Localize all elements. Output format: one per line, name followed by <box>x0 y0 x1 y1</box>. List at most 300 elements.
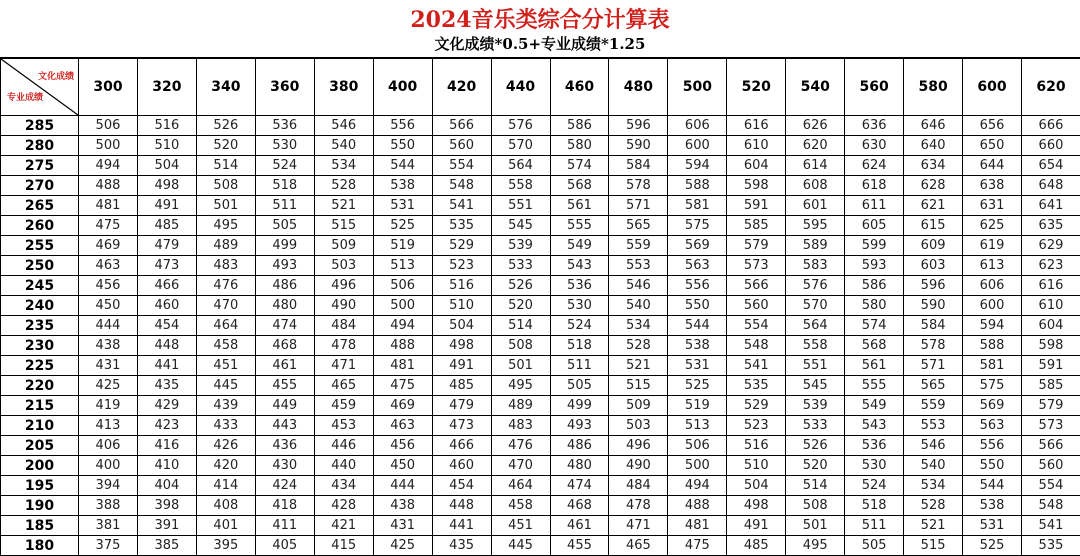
composite-score-cell: 455 <box>550 536 609 556</box>
composite-score-cell: 611 <box>845 196 904 216</box>
composite-score-cell: 606 <box>963 276 1022 296</box>
composite-score-cell: 516 <box>727 436 786 456</box>
composite-score-cell: 618 <box>845 176 904 196</box>
composite-score-cell: 540 <box>314 136 373 156</box>
composite-score-cell: 570 <box>491 136 550 156</box>
table-row <box>1 416 1080 436</box>
culture-score-header: 320 <box>137 59 196 116</box>
culture-score-header: 440 <box>491 59 550 116</box>
table-row <box>1 136 1080 156</box>
composite-score-cell: 518 <box>845 496 904 516</box>
composite-score-cell: 546 <box>904 436 963 456</box>
composite-score-cell: 468 <box>550 496 609 516</box>
formula-subtitle: 文化成绩*0.5+专业成绩*1.25 <box>0 34 1080 54</box>
composite-score-cell: 475 <box>373 376 432 396</box>
composite-score-cell: 535 <box>432 216 491 236</box>
composite-score-cell: 498 <box>432 336 491 356</box>
composite-score-cell: 465 <box>609 536 668 556</box>
composite-score-cell: 524 <box>255 156 314 176</box>
composite-score-cell: 400 <box>79 456 138 476</box>
composite-score-cell: 410 <box>137 456 196 476</box>
composite-score-cell: 596 <box>609 116 668 136</box>
composite-score-cell: 513 <box>373 256 432 276</box>
composite-score-cell: 524 <box>550 316 609 336</box>
composite-score-cell: 534 <box>609 316 668 336</box>
composite-score-cell: 506 <box>79 116 138 136</box>
composite-score-cell: 449 <box>255 396 314 416</box>
composite-score-cell: 548 <box>432 176 491 196</box>
composite-score-cell: 420 <box>196 456 255 476</box>
composite-score-cell: 485 <box>137 216 196 236</box>
composite-score-cell: 458 <box>196 336 255 356</box>
composite-score-cell: 558 <box>491 176 550 196</box>
composite-score-cell: 574 <box>550 156 609 176</box>
culture-score-header: 400 <box>373 59 432 116</box>
composite-score-cell: 608 <box>786 176 845 196</box>
composite-score-cell: 511 <box>550 356 609 376</box>
composite-score-cell: 431 <box>373 516 432 536</box>
composite-score-cell: 626 <box>786 116 845 136</box>
composite-score-cell: 540 <box>609 296 668 316</box>
composite-score-cell: 565 <box>904 376 963 396</box>
composite-score-cell: 385 <box>137 536 196 556</box>
composite-score-cell: 535 <box>1022 536 1080 556</box>
composite-score-cell: 581 <box>963 356 1022 376</box>
composite-score-cell: 418 <box>255 496 314 516</box>
composite-score-cell: 534 <box>904 476 963 496</box>
composite-score-cell: 459 <box>314 396 373 416</box>
composite-score-cell: 398 <box>137 496 196 516</box>
composite-score-cell: 503 <box>609 416 668 436</box>
composite-score-cell: 458 <box>491 496 550 516</box>
page-title: 2024音乐类综合分计算表 <box>0 0 1080 34</box>
composite-score-cell: 566 <box>727 276 786 296</box>
composite-score-cell: 636 <box>845 116 904 136</box>
composite-score-cell: 496 <box>609 436 668 456</box>
culture-score-label: 文化成绩 <box>38 69 74 82</box>
composite-score-cell: 486 <box>255 276 314 296</box>
composite-score-cell: 530 <box>550 296 609 316</box>
composite-score-cell: 598 <box>1022 336 1080 356</box>
composite-score-cell: 588 <box>963 336 1022 356</box>
composite-score-cell: 578 <box>609 176 668 196</box>
composite-score-cell: 544 <box>963 476 1022 496</box>
composite-score-cell: 498 <box>137 176 196 196</box>
composite-score-cell: 435 <box>432 536 491 556</box>
composite-score-cell: 415 <box>314 536 373 556</box>
composite-score-cell: 511 <box>845 516 904 536</box>
composite-score-cell: 599 <box>845 236 904 256</box>
composite-score-cell: 524 <box>845 476 904 496</box>
composite-score-cell: 551 <box>786 356 845 376</box>
composite-score-cell: 465 <box>314 376 373 396</box>
composite-score-cell: 491 <box>432 356 491 376</box>
composite-score-cell: 553 <box>609 256 668 276</box>
composite-score-cell: 546 <box>609 276 668 296</box>
composite-score-cell: 525 <box>668 376 727 396</box>
composite-score-cell: 573 <box>1022 416 1080 436</box>
composite-score-cell: 478 <box>609 496 668 516</box>
composite-score-cell: 481 <box>668 516 727 536</box>
composite-score-cell: 473 <box>432 416 491 436</box>
composite-score-cell: 539 <box>491 236 550 256</box>
composite-score-cell: 470 <box>196 296 255 316</box>
composite-score-cell: 440 <box>314 456 373 476</box>
composite-score-cell: 473 <box>137 256 196 276</box>
composite-score-cell: 443 <box>255 416 314 436</box>
composite-score-cell: 480 <box>255 296 314 316</box>
composite-score-cell: 550 <box>963 456 1022 476</box>
composite-score-cell: 521 <box>609 356 668 376</box>
composite-score-cell: 654 <box>1022 156 1080 176</box>
composite-score-cell: 478 <box>314 336 373 356</box>
composite-score-cell: 461 <box>255 356 314 376</box>
composite-score-cell: 471 <box>609 516 668 536</box>
composite-score-cell: 581 <box>668 196 727 216</box>
composite-score-cell: 456 <box>373 436 432 456</box>
composite-score-cell: 531 <box>668 356 727 376</box>
major-score-cell: 240 <box>1 296 79 316</box>
composite-score-cell: 448 <box>432 496 491 516</box>
composite-score-cell: 620 <box>786 136 845 156</box>
composite-score-cell: 554 <box>432 156 491 176</box>
composite-score-cell: 571 <box>904 356 963 376</box>
composite-score-cell: 584 <box>904 316 963 336</box>
composite-score-cell: 506 <box>668 436 727 456</box>
composite-score-cell: 471 <box>314 356 373 376</box>
composite-score-cell: 631 <box>963 196 1022 216</box>
composite-score-cell: 604 <box>1022 316 1080 336</box>
composite-score-cell: 520 <box>491 296 550 316</box>
composite-score-cell: 534 <box>314 156 373 176</box>
composite-score-cell: 576 <box>491 116 550 136</box>
composite-score-cell: 621 <box>904 196 963 216</box>
composite-score-cell: 528 <box>609 336 668 356</box>
composite-score-cell: 564 <box>786 316 845 336</box>
culture-score-header: 420 <box>432 59 491 116</box>
composite-score-cell: 606 <box>668 116 727 136</box>
composite-score-cell: 540 <box>904 456 963 476</box>
table-row <box>1 496 1080 516</box>
composite-score-cell: 571 <box>609 196 668 216</box>
composite-score-cell: 593 <box>845 256 904 276</box>
composite-score-cell: 461 <box>550 516 609 536</box>
composite-score-cell: 640 <box>904 136 963 156</box>
composite-score-cell: 490 <box>314 296 373 316</box>
major-score-cell: 205 <box>1 436 79 456</box>
composite-score-cell: 544 <box>668 316 727 336</box>
composite-score-cell: 569 <box>668 236 727 256</box>
composite-score-cell: 563 <box>963 416 1022 436</box>
table-row <box>1 196 1080 216</box>
composite-score-cell: 493 <box>255 256 314 276</box>
table-row <box>1 156 1080 176</box>
composite-score-cell: 601 <box>786 196 845 216</box>
table-row <box>1 396 1080 416</box>
composite-score-cell: 533 <box>786 416 845 436</box>
composite-score-cell: 469 <box>373 396 432 416</box>
title-block <box>0 0 1080 58</box>
culture-score-header: 620 <box>1022 59 1080 116</box>
composite-score-cell: 586 <box>550 116 609 136</box>
composite-score-cell: 600 <box>668 136 727 156</box>
composite-score-cell: 596 <box>904 276 963 296</box>
composite-score-cell: 505 <box>845 536 904 556</box>
culture-score-header: 500 <box>668 59 727 116</box>
culture-score-header: 360 <box>255 59 314 116</box>
composite-score-cell: 430 <box>255 456 314 476</box>
diagonal-divider <box>1 59 78 115</box>
composite-score-cell: 520 <box>196 136 255 156</box>
composite-score-cell: 416 <box>137 436 196 456</box>
composite-score-cell: 548 <box>1022 496 1080 516</box>
composite-score-cell: 625 <box>963 216 1022 236</box>
composite-score-cell: 510 <box>727 456 786 476</box>
composite-score-cell: 510 <box>432 296 491 316</box>
culture-score-header: 460 <box>550 59 609 116</box>
major-score-cell: 210 <box>1 416 79 436</box>
composite-score-cell: 435 <box>137 376 196 396</box>
table-row <box>1 376 1080 396</box>
major-score-cell: 235 <box>1 316 79 336</box>
composite-score-cell: 629 <box>1022 236 1080 256</box>
composite-score-cell: 536 <box>845 436 904 456</box>
composite-score-cell: 509 <box>314 236 373 256</box>
composite-score-cell: 594 <box>668 156 727 176</box>
composite-score-cell: 590 <box>609 136 668 156</box>
composite-score-cell: 543 <box>845 416 904 436</box>
major-score-cell: 195 <box>1 476 79 496</box>
composite-score-cell: 484 <box>609 476 668 496</box>
composite-score-cell: 579 <box>1022 396 1080 416</box>
composite-score-cell: 569 <box>963 396 1022 416</box>
composite-score-cell: 406 <box>79 436 138 456</box>
composite-score-cell: 591 <box>727 196 786 216</box>
composite-score-cell: 541 <box>1022 516 1080 536</box>
composite-score-cell: 444 <box>373 476 432 496</box>
composite-score-cell: 388 <box>79 496 138 516</box>
table-row <box>1 316 1080 336</box>
composite-score-cell: 545 <box>491 216 550 236</box>
composite-score-cell: 508 <box>196 176 255 196</box>
composite-score-cell: 554 <box>727 316 786 336</box>
composite-score-cell: 616 <box>727 116 786 136</box>
composite-score-cell: 491 <box>727 516 786 536</box>
composite-score-cell: 468 <box>255 336 314 356</box>
composite-score-cell: 523 <box>727 416 786 436</box>
composite-score-cell: 460 <box>432 456 491 476</box>
composite-score-cell: 616 <box>1022 276 1080 296</box>
composite-score-cell: 483 <box>491 416 550 436</box>
composite-score-cell: 439 <box>196 396 255 416</box>
composite-score-cell: 609 <box>904 236 963 256</box>
composite-score-cell: 441 <box>432 516 491 536</box>
composite-score-cell: 495 <box>196 216 255 236</box>
culture-score-header: 580 <box>904 59 963 116</box>
composite-score-cell: 536 <box>255 116 314 136</box>
major-score-cell: 220 <box>1 376 79 396</box>
composite-score-cell: 501 <box>196 196 255 216</box>
composite-score-cell: 408 <box>196 496 255 516</box>
composite-score-cell: 445 <box>196 376 255 396</box>
corner-cell <box>1 59 79 116</box>
composite-score-cell: 549 <box>550 236 609 256</box>
composite-score-cell: 568 <box>845 336 904 356</box>
composite-score-cell: 579 <box>727 236 786 256</box>
composite-score-cell: 516 <box>137 116 196 136</box>
composite-score-cell: 613 <box>963 256 1022 276</box>
composite-score-cell: 485 <box>432 376 491 396</box>
composite-score-cell: 528 <box>904 496 963 516</box>
composite-score-cell: 381 <box>79 516 138 536</box>
composite-score-cell: 546 <box>314 116 373 136</box>
table-body <box>1 116 1080 556</box>
table-row <box>1 176 1080 196</box>
composite-score-cell: 574 <box>845 316 904 336</box>
culture-score-header: 380 <box>314 59 373 116</box>
composite-score-cell: 554 <box>1022 476 1080 496</box>
composite-score-cell: 595 <box>786 216 845 236</box>
composite-score-cell: 590 <box>904 296 963 316</box>
composite-score-cell: 489 <box>196 236 255 256</box>
composite-score-cell: 504 <box>727 476 786 496</box>
composite-score-cell: 490 <box>609 456 668 476</box>
table-row <box>1 356 1080 376</box>
composite-score-cell: 515 <box>609 376 668 396</box>
header-row <box>1 59 1080 116</box>
composite-score-cell: 501 <box>491 356 550 376</box>
composite-score-cell: 666 <box>1022 116 1080 136</box>
score-table <box>0 58 1080 556</box>
composite-score-cell: 506 <box>373 276 432 296</box>
composite-score-cell: 568 <box>550 176 609 196</box>
composite-score-cell: 499 <box>550 396 609 416</box>
composite-score-cell: 494 <box>79 156 138 176</box>
composite-score-cell: 481 <box>79 196 138 216</box>
major-score-cell: 185 <box>1 516 79 536</box>
composite-score-cell: 426 <box>196 436 255 456</box>
composite-score-cell: 561 <box>845 356 904 376</box>
composite-score-cell: 436 <box>255 436 314 456</box>
composite-score-cell: 603 <box>904 256 963 276</box>
composite-score-cell: 476 <box>491 436 550 456</box>
composite-score-cell: 600 <box>963 296 1022 316</box>
major-score-cell: 225 <box>1 356 79 376</box>
composite-score-cell: 583 <box>786 256 845 276</box>
composite-score-cell: 516 <box>432 276 491 296</box>
composite-score-cell: 588 <box>668 176 727 196</box>
composite-score-cell: 474 <box>550 476 609 496</box>
composite-score-cell: 560 <box>1022 456 1080 476</box>
composite-score-cell: 496 <box>314 276 373 296</box>
composite-score-cell: 419 <box>79 396 138 416</box>
major-score-cell: 250 <box>1 256 79 276</box>
major-score-cell: 200 <box>1 456 79 476</box>
culture-score-header: 300 <box>79 59 138 116</box>
composite-score-cell: 610 <box>727 136 786 156</box>
composite-score-cell: 523 <box>432 256 491 276</box>
table-row <box>1 456 1080 476</box>
composite-score-cell: 429 <box>137 396 196 416</box>
table-row <box>1 276 1080 296</box>
composite-score-cell: 474 <box>255 316 314 336</box>
composite-score-cell: 488 <box>79 176 138 196</box>
composite-score-cell: 466 <box>432 436 491 456</box>
composite-score-cell: 503 <box>314 256 373 276</box>
composite-score-cell: 520 <box>786 456 845 476</box>
composite-score-cell: 479 <box>432 396 491 416</box>
composite-score-cell: 535 <box>727 376 786 396</box>
composite-score-cell: 628 <box>904 176 963 196</box>
culture-score-header: 540 <box>786 59 845 116</box>
composite-score-cell: 433 <box>196 416 255 436</box>
table-row <box>1 116 1080 136</box>
composite-score-cell: 504 <box>137 156 196 176</box>
major-score-cell: 275 <box>1 156 79 176</box>
composite-score-cell: 446 <box>314 436 373 456</box>
composite-score-cell: 454 <box>137 316 196 336</box>
major-score-cell: 230 <box>1 336 79 356</box>
composite-score-cell: 526 <box>786 436 845 456</box>
major-score-cell: 190 <box>1 496 79 516</box>
composite-score-cell: 530 <box>845 456 904 476</box>
composite-score-cell: 538 <box>373 176 432 196</box>
composite-score-cell: 585 <box>727 216 786 236</box>
composite-score-cell: 500 <box>668 456 727 476</box>
composite-score-cell: 481 <box>373 356 432 376</box>
composite-score-cell: 423 <box>137 416 196 436</box>
composite-score-cell: 565 <box>609 216 668 236</box>
composite-score-cell: 514 <box>491 316 550 336</box>
composite-score-cell: 451 <box>196 356 255 376</box>
table-row <box>1 436 1080 456</box>
composite-score-cell: 570 <box>786 296 845 316</box>
composite-score-cell: 480 <box>550 456 609 476</box>
composite-score-cell: 454 <box>432 476 491 496</box>
table-row <box>1 256 1080 276</box>
table-row <box>1 216 1080 236</box>
composite-score-cell: 619 <box>963 236 1022 256</box>
composite-score-cell: 444 <box>79 316 138 336</box>
composite-score-cell: 456 <box>79 276 138 296</box>
culture-score-header: 560 <box>845 59 904 116</box>
composite-score-cell: 555 <box>550 216 609 236</box>
composite-score-cell: 525 <box>373 216 432 236</box>
culture-score-header: 340 <box>196 59 255 116</box>
composite-score-cell: 560 <box>727 296 786 316</box>
culture-score-header: 600 <box>963 59 1022 116</box>
composite-score-cell: 648 <box>1022 176 1080 196</box>
composite-score-cell: 451 <box>491 516 550 536</box>
composite-score-cell: 401 <box>196 516 255 536</box>
major-score-cell: 180 <box>1 536 79 556</box>
table-row <box>1 336 1080 356</box>
composite-score-cell: 556 <box>668 276 727 296</box>
composite-score-cell: 425 <box>79 376 138 396</box>
major-score-cell: 280 <box>1 136 79 156</box>
composite-score-cell: 466 <box>137 276 196 296</box>
composite-score-cell: 431 <box>79 356 138 376</box>
composite-score-cell: 566 <box>1022 436 1080 456</box>
composite-score-cell: 604 <box>727 156 786 176</box>
composite-score-cell: 518 <box>255 176 314 196</box>
composite-score-cell: 519 <box>668 396 727 416</box>
composite-score-cell: 505 <box>255 216 314 236</box>
composite-score-cell: 475 <box>668 536 727 556</box>
composite-score-cell: 638 <box>963 176 1022 196</box>
composite-score-cell: 513 <box>668 416 727 436</box>
composite-score-cell: 538 <box>963 496 1022 516</box>
